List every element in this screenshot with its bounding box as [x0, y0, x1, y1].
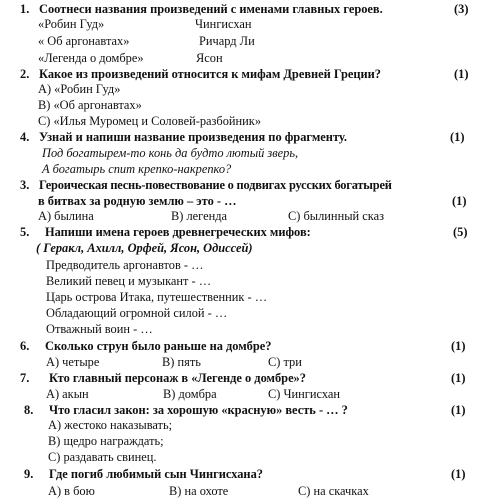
q2-text: Какое из произведений относится к мифам Древней Греции?	[39, 67, 381, 81]
q9-points: (1)	[451, 467, 466, 481]
q8-option-a: А) жестоко наказывать;	[48, 418, 173, 432]
q8-points: (1)	[451, 403, 466, 417]
q4-fragment-1: Под богатырем-то конь да будто лютый зверь,	[42, 146, 299, 160]
q3-text-line-2: в битвах за родную землю – это - …	[38, 194, 237, 208]
q7-points: (1)	[451, 371, 466, 385]
q7-text: Кто главный персонаж в «Легенде о домбре»?	[49, 371, 306, 385]
q1-left-2: « Об аргонавтах»	[38, 34, 130, 48]
q2-option-c: С) «Илья Муромец и Соловей-разбойник»	[38, 114, 262, 128]
q5-points: (5)	[453, 225, 468, 239]
q1-right-1: Чингисхан	[195, 17, 252, 31]
q7-number: 7.	[20, 371, 30, 385]
q3-text-line-1: Героическая песнь-повествование о подвигах русских богатырей	[39, 178, 392, 192]
q5-item-1: Предводитель аргонавтов - …	[46, 258, 204, 272]
q8-text: Что гласил закон: за хорошую «красную» весть - … ?	[49, 403, 348, 417]
q4-points: (1)	[450, 130, 465, 144]
q9-option-b: В) на охоте	[169, 484, 229, 498]
q1-text: Соотнеси названия произведений с именами главных героев.	[39, 2, 383, 16]
q3-points: (1)	[452, 194, 467, 208]
q8-option-c: С) раздавать свинец.	[48, 450, 157, 464]
q5-item-2: Великий певец и музыкант - …	[46, 274, 212, 288]
q2-option-b: В) «Об аргонавтах»	[38, 98, 142, 112]
q5-text: Напиши имена героев древнегреческих мифов:	[45, 225, 311, 239]
q9-option-c: С) на скачках	[298, 484, 369, 498]
q4-text: Узнай и напиши название произведения по фрагменту.	[39, 130, 347, 144]
q1-left-3: «Легенда о домбре»	[38, 51, 144, 65]
q3-option-c: С) былинный сказ	[288, 209, 384, 223]
q3-option-b: В) легенда	[171, 209, 228, 223]
q7-option-c: С) Чингисхан	[268, 387, 341, 401]
q1-right-2: Ричард Ли	[199, 34, 255, 48]
q5-item-5: Отважный воин - …	[46, 322, 153, 336]
q6-text: Сколько струн было раньше на домбре?	[45, 339, 272, 353]
q7-option-b: В) домбра	[163, 387, 217, 401]
q6-option-b: В) пять	[162, 355, 201, 369]
q2-points: (1)	[454, 67, 469, 81]
q8-number: 8.	[24, 403, 34, 417]
q2-option-a: А) «Робин Гуд»	[38, 82, 121, 96]
q9-number: 9.	[24, 467, 34, 481]
q7-option-a: А) акын	[46, 387, 89, 401]
q6-option-a: А) четыре	[46, 355, 100, 369]
q5-names: ( Геракл, Ахилл, Орфей, Ясон, Одиссей)	[36, 241, 253, 255]
q3-number: 3.	[20, 178, 30, 192]
q6-option-c: С) три	[268, 355, 302, 369]
q1-number: 1.	[20, 2, 30, 16]
q6-number: 6.	[20, 339, 30, 353]
q1-right-3: Ясон	[196, 51, 223, 65]
q8-option-b: В) щедро награждать;	[48, 434, 164, 448]
q4-fragment-2: А богатырь спит крепко-накрепко?	[42, 162, 232, 176]
q5-number: 5.	[20, 225, 30, 239]
q9-text: Где погиб любимый сын Чингисхана?	[49, 467, 263, 481]
q3-option-a: А) былина	[38, 209, 94, 223]
q6-points: (1)	[451, 339, 466, 353]
q5-item-3: Царь острова Итака, путешественник - …	[46, 290, 268, 304]
q9-option-a: А) в бою	[48, 484, 95, 498]
q1-left-1: «Робин Гуд»	[38, 17, 105, 31]
q2-number: 2.	[20, 67, 30, 81]
q5-item-4: Обладающий огромной силой - …	[46, 306, 228, 320]
q4-number: 4.	[20, 130, 30, 144]
q1-points: (3)	[454, 2, 469, 16]
